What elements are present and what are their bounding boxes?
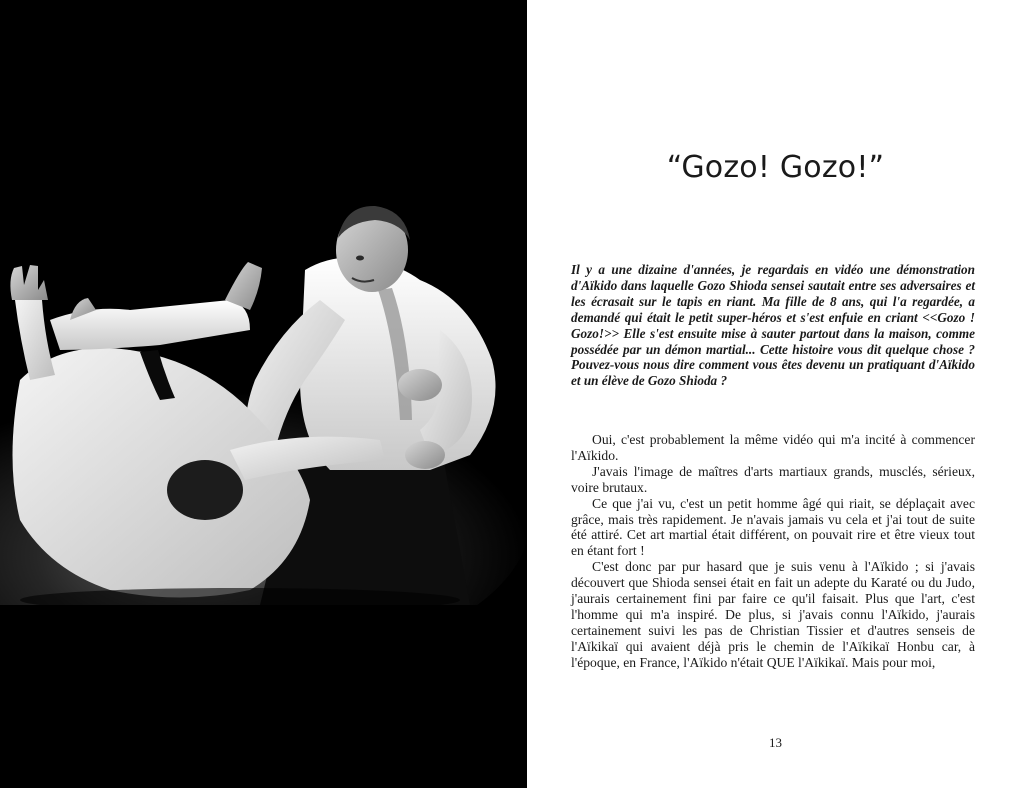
- answer-paragraph: C'est donc par pur hasard que je suis venu à l'Aïkido ; si j'avais découvert que Shioda sensei était en fait un adepte du Karaté ou du Judo, j'aurais certainement fini par faire ce qu'il faisait. Plus que l'art, c'est l'homme qui m'a inspiré. De plus, si j'avais connu l'Aïkido, j'aurais certainement suivi les pas de Christian Tissier et d'autres senseis de l'Aïkikaï qui avaient déjà pris le chemin de l'Aïkikaï Honbu car, à l'époque, en France, l'Aïkido n'était QUE l'Aïkikaï. Mais pour moi,: [571, 559, 975, 670]
- answer-paragraph: Oui, c'est probablement la même vidéo qui m'a incité à commencer l'Aïkido.: [571, 432, 975, 463]
- answer-paragraph: J'avais l'image de maîtres d'arts martiaux grands, musclés, sérieux, voire brutaux.: [571, 463, 975, 495]
- interview-question: Il y a une dizaine d'années, je regardais en vidéo une démonstration d'Aïkido dans laquelle Gozo Shioda sensei sautait entre ses adversaires et les écrasait sur le tapis en riant. Ma fille de 8 ans, qui l'a regardée, a demandé qui était le petit super-héros et s'est enfuie en criant <<Gozo ! Gozo!>> Elle s'est ensuite mise à sauter partout dans la maison, comme possédée par un démon martial... Cette histoire vous dit quelque chose ? Pouvez-vous nous dire comment vous êtes devenu un pratiquant d'Aïkido et un élève de Gozo Shioda ?: [571, 262, 975, 389]
- chapter-title: “Gozo! Gozo!”: [666, 150, 885, 185]
- page-number: 13: [769, 735, 782, 750]
- text-page: [527, 0, 1024, 788]
- interview-answer: [571, 432, 975, 671]
- answer-paragraph: Ce que j'ai vu, c'est un petit homme âgé qui riait, se déplaçait avec grâce, mais très rapidement. Je n'avais jamais vu cela et j'ai tout de suite été attiré. Cet art martial était différent, on pouvait rire et être vieux tout en étant fort !: [571, 495, 975, 559]
